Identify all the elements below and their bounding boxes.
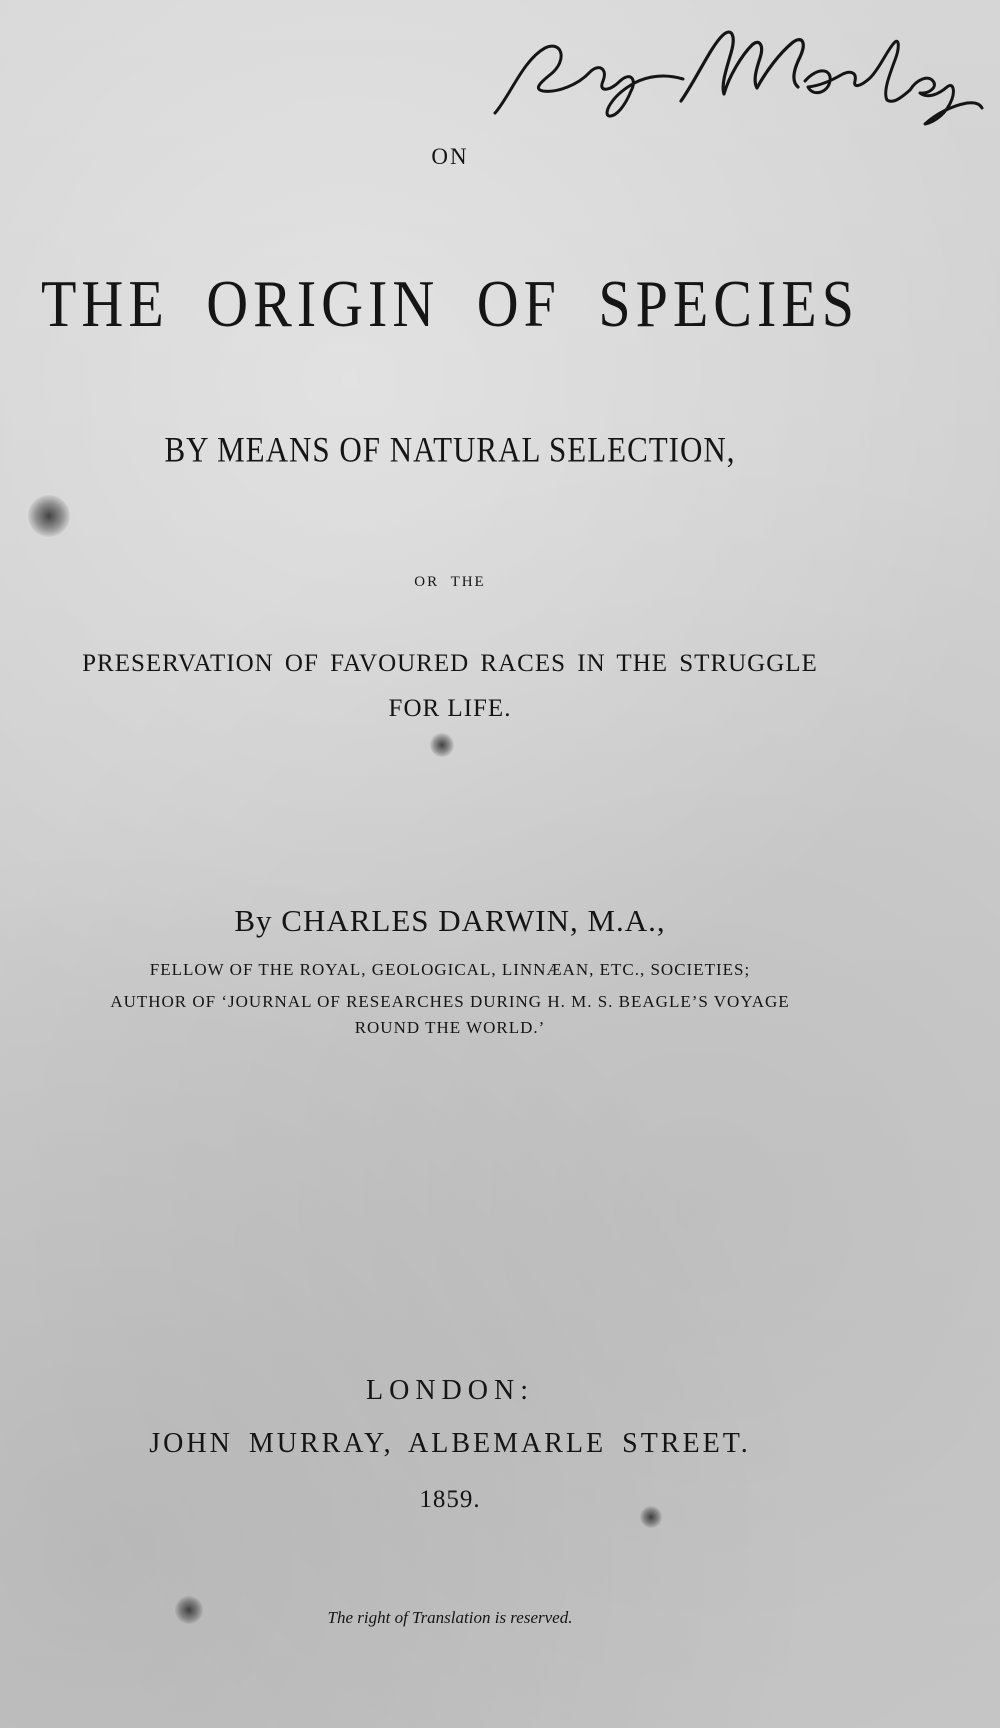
ink-stain	[28, 495, 70, 537]
handwritten-signature	[485, 18, 985, 138]
imprint-year: 1859.	[419, 1486, 481, 1513]
fellowship-line: FELLOW OF THE ROYAL, GEOLOGICAL, LINNÆAN, ETC., SOCIETIES;	[149, 960, 751, 979]
conjunction-or-the: OR THE	[414, 574, 486, 590]
ink-stain	[430, 733, 454, 757]
rights-notice: The right of Translation is reserved.	[327, 1608, 573, 1627]
imprint-city: LONDON:	[366, 1375, 534, 1406]
preposition-on: ON	[431, 144, 469, 169]
journal-line-2: ROUND THE WORLD.’	[354, 1018, 546, 1037]
preservation-line-1: PRESERVATION OF FAVOURED RACES IN THE STRUGGLE	[82, 650, 818, 677]
imprint-publisher: JOHN MURRAY, ALBEMARLE STREET.	[149, 1428, 751, 1459]
book-subtitle: BY MEANS OF NATURAL SELECTION,	[164, 429, 736, 470]
journal-line-1: AUTHOR OF ‘JOURNAL OF RESEARCHES DURING H. M. S. BEAGLE’S VOYAGE	[110, 992, 790, 1011]
preservation-line-2: FOR LIFE.	[388, 695, 512, 722]
book-title: THE ORIGIN OF SPECIES	[41, 266, 859, 341]
author-line: By CHARLES DARWIN, M.A.,	[234, 903, 666, 938]
